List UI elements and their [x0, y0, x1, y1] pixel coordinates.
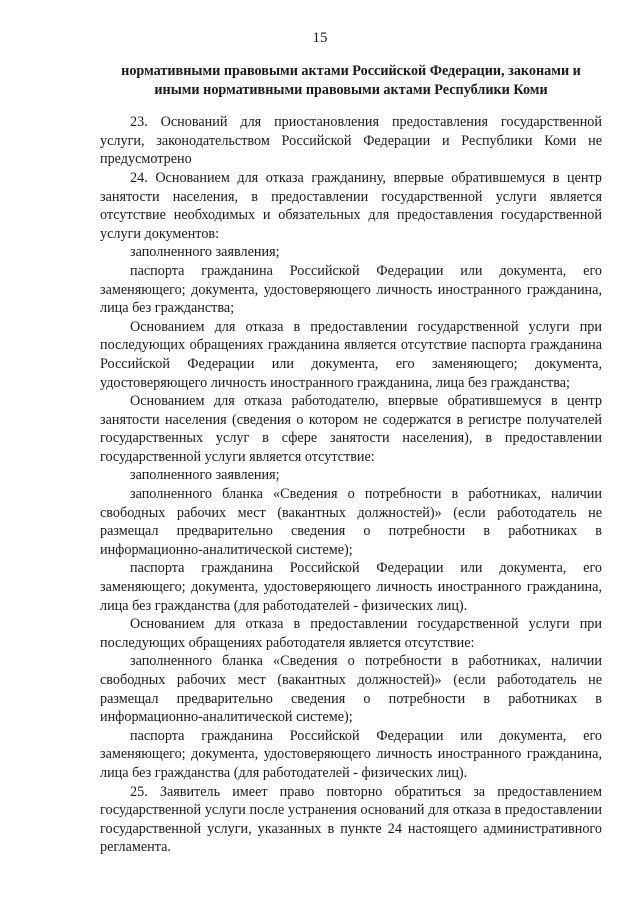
paragraph-24: 24. Основанием для отказа гражданину, впервые обратившемуся в центр занятости населения, в предоставлении государственной услуги является отсутствие необходимых и обязательных для предоставления государственной услуги документов: [100, 169, 602, 242]
list-item: заполненного бланка «Сведения о потребности в работниках, наличии свободных рабочих мест (вакантных должностей)» (если работодатель не размещал предварительно сведения о потребности в работниках в информационно-аналитической системе); [100, 486, 602, 558]
list-item: паспорта гражданина Российской Федерации или документа, его заменяющего; документа, удостоверяющего личность иностранного гражданина, лица без гражданства (для работодателей - физических лиц). [100, 560, 602, 614]
page-number: 15 [312, 30, 328, 46]
paragraph: Основанием для отказа в предоставлении государственной услуги при последующих обращениях работодателя является отсутствие: [100, 616, 602, 651]
paragraph: Основанием для отказа в предоставлении государственной услуги при последующих обращениях гражданина является отсутствие паспорта гражданина Российской Федерации или документа, его заменяющего; документа, удостоверяющего личность иностранного гражданина, лица без гражданства; [100, 318, 602, 391]
paragraph-23: 23. Оснований для приостановления предоставления государственной услуги, законодательством Российской Федерации и Республики Коми не предусмотрено [100, 114, 602, 168]
list-item: заполненного заявления; [130, 244, 280, 261]
paragraph: Основанием для отказа работодателю, впервые обратившемуся в центр занятости населения (сведения о котором не содержатся в регистре получателей государственных услуг в сфере занятости населения), в предоставлении государственной услуги является отсутствие: [100, 393, 602, 465]
list-item: паспорта гражданина Российской Федерации или документа, его заменяющего; документа, удостоверяющего личность иностранного гражданина, лица без гражданства (для работодателей - физических лиц). [100, 727, 602, 781]
section-heading: нормативными правовыми актами Российской Федерации, законами и иными нормативными правовыми актами Республики Коми [121, 63, 581, 98]
list-item: паспорта гражданина Российской Федерации или документа, его заменяющего; документа, удостоверяющего личность иностранного гражданина, лица без гражданства; [100, 262, 602, 317]
list-item: заполненного заявления; [130, 467, 280, 484]
list-item: заполненного бланка «Сведения о потребности в работниках, наличии свободных рабочих мест (вакантных должностей)» (если работодатель не размещал предварительно сведения о потребности в работниках в информационно-аналитической системе); [100, 653, 602, 726]
paragraph-25: 25. Заявитель имеет право повторно обратиться за предоставлением государственной услуги после устранения оснований для отказа в предоставлении государственной услуги, указанных в пункте 24 настоящего административного регламента. [100, 783, 602, 856]
document-body [100, 62, 602, 857]
